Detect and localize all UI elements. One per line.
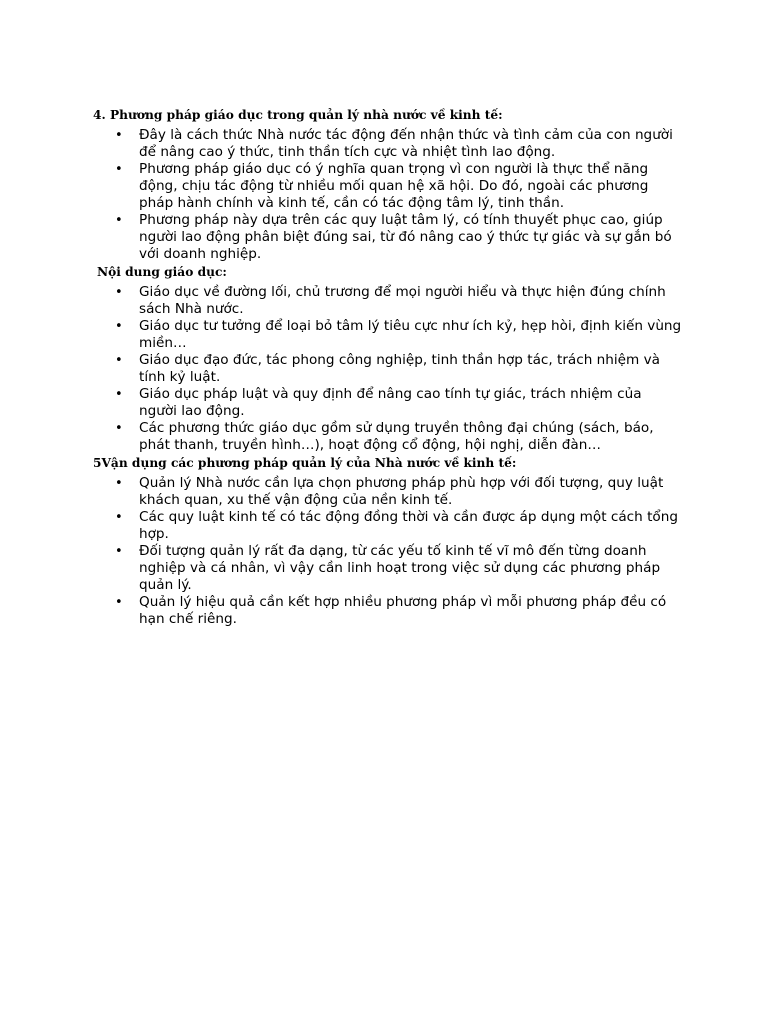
- bullet-list-education-method: [93, 127, 683, 263]
- list-item: [93, 284, 683, 318]
- list-item: [93, 127, 683, 161]
- section-heading-education-content: Nội dung giáo dục:: [97, 265, 227, 279]
- list-item-text: Các phương thức giáo dục gồm sử dụng truyền thông đại chúng (sách, báo, phát thanh, truyền hình…), hoạt động cổ động, hội nghị, diễn đàn…: [139, 420, 654, 453]
- list-item: [93, 475, 683, 509]
- bullet-icon: •: [115, 476, 123, 491]
- list-item: [93, 352, 683, 386]
- list-item-text: Giáo dục tư tưởng để loại bỏ tâm lý tiêu cực như ích kỷ, hẹp hòi, định kiến vùng miền…: [139, 318, 682, 351]
- list-item-text: Đây là cách thức Nhà nước tác động đến nhận thức và tình cảm của con người để nâng cao ý thức, tinh thần tích cực và nhiệt tình lao động.: [139, 127, 673, 160]
- list-item: [93, 509, 683, 543]
- bullet-list-applying-methods: [93, 475, 683, 628]
- bullet-icon: •: [115, 510, 123, 525]
- list-item: [93, 543, 683, 594]
- section-heading-education-method: 4. Phương pháp giáo dục trong quản lý nhà nước về kinh tế:: [93, 108, 503, 122]
- list-item-text: Giáo dục về đường lối, chủ trương để mọi người hiểu và thực hiện đúng chính sách Nhà nước.: [139, 284, 666, 317]
- bullet-icon: •: [115, 595, 123, 610]
- bullet-icon: •: [115, 213, 123, 228]
- list-item-text: Phương pháp này dựa trên các quy luật tâm lý, có tính thuyết phục cao, giúp người lao động phân biệt đúng sai, từ đó nâng cao ý thức tự giác và sự gắn bó với doanh nghiệp.: [139, 212, 672, 262]
- list-item: [93, 386, 683, 420]
- list-item-text: Đối tượng quản lý rất đa dạng, từ các yếu tố kinh tế vĩ mô đến từng doanh nghiệp và cá nhân, vì vậy cần linh hoạt trong việc sử dụng các phương pháp quản lý.: [139, 543, 661, 593]
- list-item-text: Quản lý Nhà nước cần lựa chọn phương pháp phù hợp với đối tượng, quy luật khách quan, xu thế vận động của nền kinh tế.: [139, 475, 664, 508]
- list-item-text: Các quy luật kinh tế có tác động đồng thời và cần được áp dụng một cách tổng hợp.: [139, 509, 678, 542]
- bullet-icon: •: [115, 128, 123, 143]
- bullet-icon: •: [115, 162, 123, 177]
- bullet-icon: •: [115, 387, 123, 402]
- bullet-icon: •: [115, 319, 123, 334]
- document-body: [93, 107, 683, 628]
- section-heading-applying-methods: 5Vận dụng các phương pháp quản lý của Nhà nước về kinh tế:: [93, 456, 517, 470]
- list-item-text: Giáo dục pháp luật và quy định để nâng cao tính tự giác, trách nhiệm của người lao động.: [139, 386, 642, 419]
- list-item: [93, 594, 683, 628]
- list-item: [93, 420, 683, 454]
- bullet-icon: •: [115, 421, 123, 436]
- list-item: [93, 318, 683, 352]
- bullet-list-education-content: [93, 284, 683, 454]
- list-item: [93, 161, 683, 212]
- bullet-icon: •: [115, 544, 123, 559]
- list-item: [93, 212, 683, 263]
- bullet-icon: •: [115, 285, 123, 300]
- list-item-text: Giáo dục đạo đức, tác phong công nghiệp, tinh thần hợp tác, trách nhiệm và tính kỷ luật.: [139, 352, 660, 385]
- bullet-icon: •: [115, 353, 123, 368]
- list-item-text: Phương pháp giáo dục có ý nghĩa quan trọng vì con người là thực thể năng động, chịu tác động từ nhiều mối quan hệ xã hội. Do đó, ngoài các phương pháp hành chính và kinh tế, cần có tác động tâm lý, tinh thần.: [139, 161, 649, 211]
- list-item-text: Quản lý hiệu quả cần kết hợp nhiều phương pháp vì mỗi phương pháp đều có hạn chế riêng.: [139, 594, 667, 627]
